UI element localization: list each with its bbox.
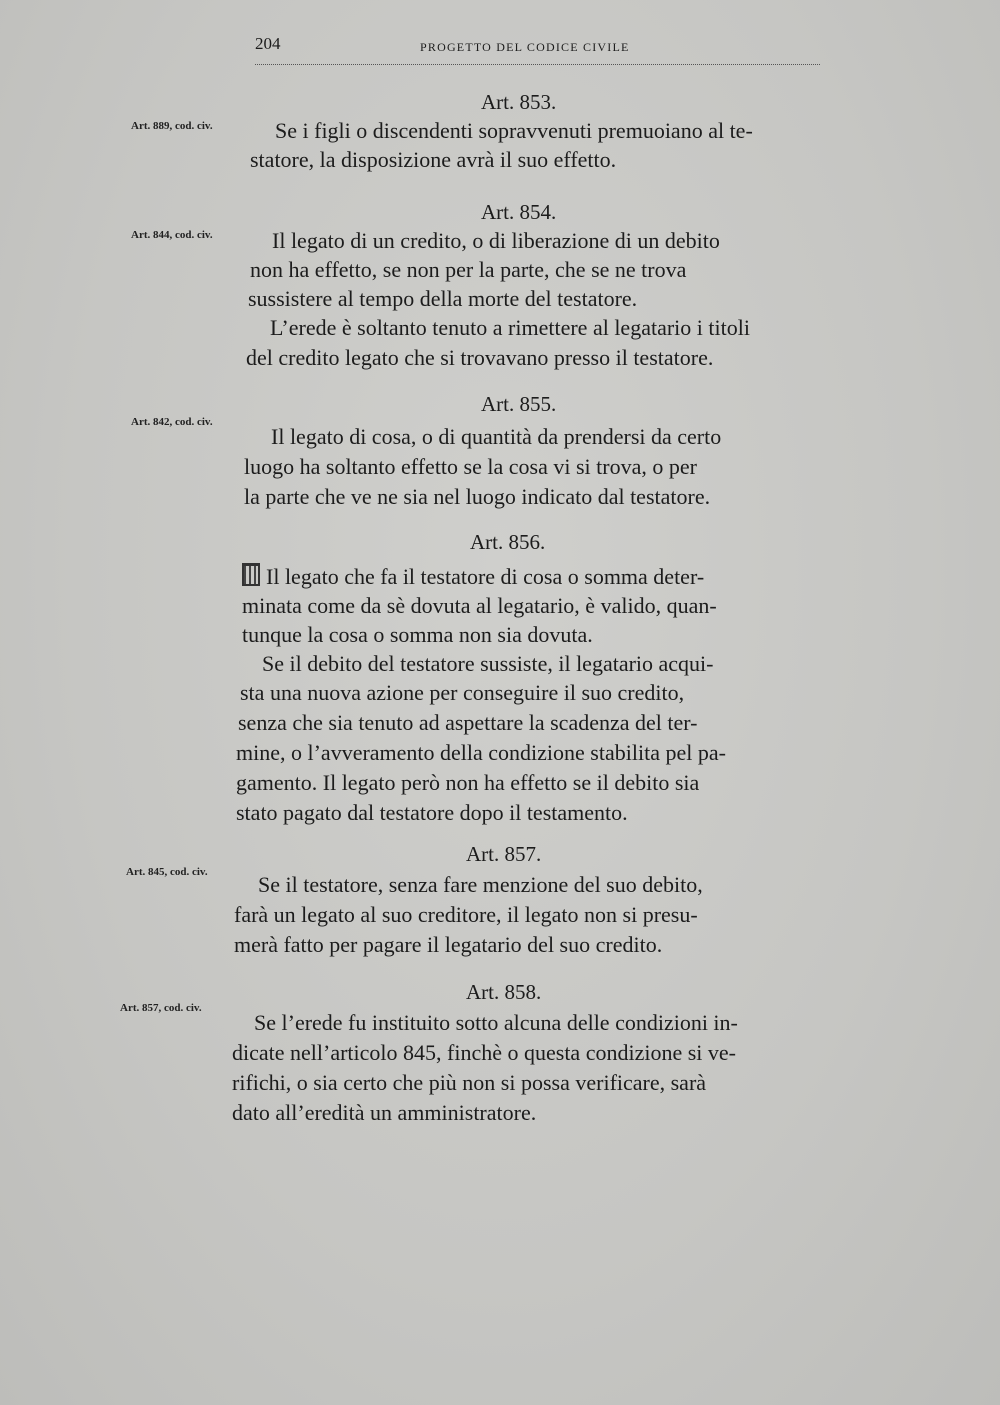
text-line	[242, 563, 704, 590]
article-title: Art. 858.	[466, 980, 542, 1004]
margin-note: Art. 857, cod. civ.	[120, 1002, 202, 1014]
page-header	[255, 28, 820, 65]
margin-note: Art. 844, cod. civ.	[131, 229, 213, 241]
text-line: senza che sia tenuto ad aspettare la scadenza del ter-	[238, 710, 698, 735]
text-line: Il legato di cosa, o di quantità da prendersi da certo	[271, 424, 722, 449]
article-title: Art. 856.	[470, 530, 546, 554]
text-line: luogo ha soltanto effetto se la cosa vi si trova, o per	[244, 454, 697, 479]
text-line: Il legato di un credito, o di liberazione di un debito	[272, 228, 720, 253]
text-line: Se il debito del testatore sussiste, il legatario acqui-	[262, 651, 714, 676]
article-title: Art. 855.	[481, 392, 557, 416]
text-line: tunque la cosa o somma non sia dovuta.	[242, 622, 593, 647]
text-line: Se i figli o discendenti sopravvenuti premuoiano al te-	[275, 118, 753, 143]
text-line-content: Il legato che fa il testatore di cosa o somma deter-	[266, 564, 705, 589]
running-title: PROGETTO DEL CODICE CIVILE	[420, 40, 630, 54]
text-line: statore, la disposizione avrà il suo effetto.	[250, 147, 617, 172]
text-line: stato pagato dal testatore dopo il testamento.	[236, 800, 628, 825]
text-line: dicate nell’articolo 845, finchè o questa condizione si ve-	[232, 1040, 736, 1065]
text-line: dato all’eredità un amministratore.	[232, 1100, 537, 1125]
text-line: minata come da sè dovuta al legatario, è valido, quan-	[242, 593, 717, 618]
text-line: sta una nuova azione per conseguire il suo credito,	[240, 680, 685, 705]
text-line: non ha effetto, se non per la parte, che se ne trova	[250, 257, 687, 282]
text-line: Se il testatore, senza fare menzione del suo debito,	[258, 872, 703, 897]
text-line: Se l’erede fu instituito sotto alcuna delle condizioni in-	[254, 1010, 738, 1035]
margin-note: Art. 889, cod. civ.	[131, 120, 213, 132]
article-title: Art. 854.	[481, 200, 557, 224]
printed-ornament-icon	[242, 563, 260, 586]
text-line: sussistere al tempo della morte del testatore.	[248, 286, 638, 311]
text-line: del credito legato che si trovavano presso il testatore.	[246, 345, 714, 370]
text-line: rifichi, o sia certo che più non si possa verificare, sarà	[232, 1070, 707, 1095]
margin-note: Art. 845, cod. civ.	[126, 866, 208, 878]
text-line: merà fatto per pagare il legatario del suo credito.	[234, 932, 663, 957]
text-line: L’erede è soltanto tenuto a rimettere al legatario i titoli	[270, 315, 750, 340]
margin-note: Art. 842, cod. civ.	[131, 416, 213, 428]
text-line: mine, o l’avveramento della condizione stabilita pel pa-	[236, 740, 726, 765]
text-line: gamento. Il legato però non ha effetto se il debito sia	[236, 770, 700, 795]
text-line: farà un legato al suo creditore, il legato non si presu-	[234, 902, 698, 927]
page-number: 204	[255, 34, 281, 53]
article-title: Art. 857.	[466, 842, 542, 866]
text-line: la parte che ve ne sia nel luogo indicato dal testatore.	[244, 484, 711, 509]
article-title: Art. 853.	[481, 90, 557, 114]
